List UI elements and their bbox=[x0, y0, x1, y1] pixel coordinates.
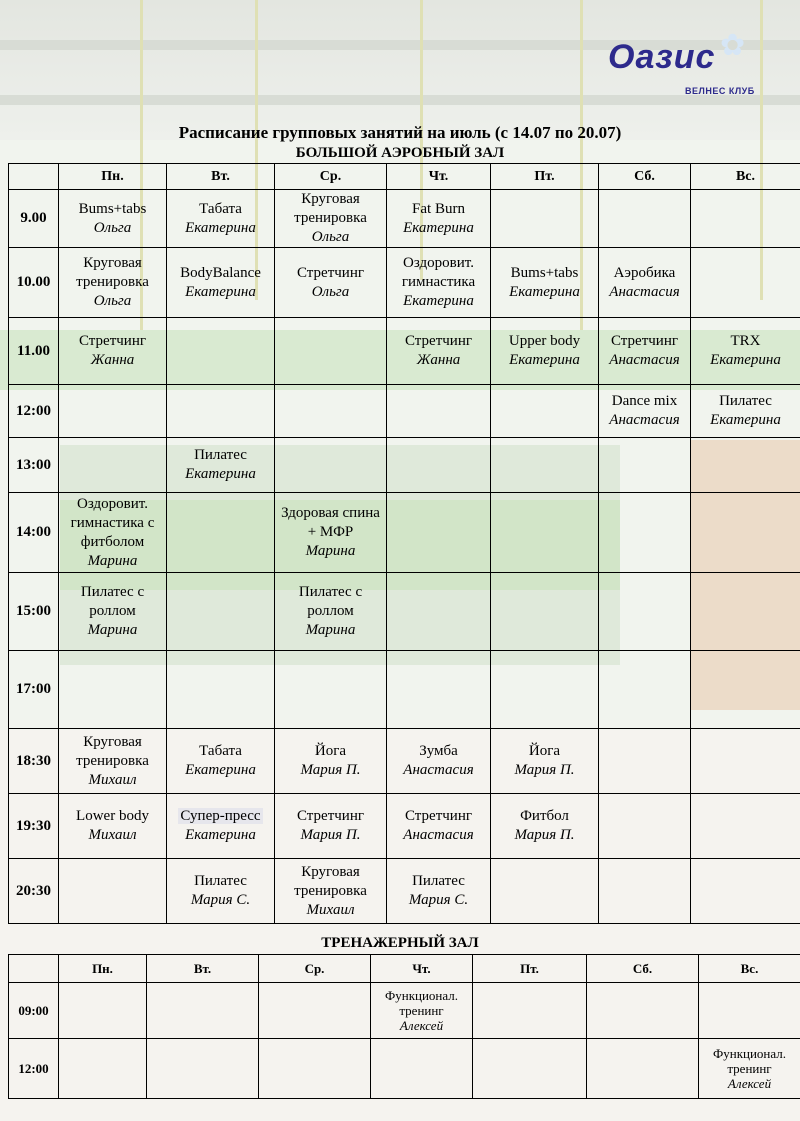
time-header bbox=[9, 955, 59, 983]
class-name: Upper body bbox=[508, 333, 581, 349]
class-name: Стретчинг bbox=[404, 808, 472, 824]
class-cell bbox=[691, 385, 800, 438]
class-cell bbox=[59, 318, 167, 385]
class-name: BodyBalance bbox=[180, 264, 261, 281]
class-cell bbox=[167, 318, 275, 385]
trainer-name: Екатерина bbox=[403, 293, 474, 309]
class-cell bbox=[59, 190, 167, 248]
trainer-name: Мария П. bbox=[300, 827, 361, 843]
class-name: Пилатес bbox=[412, 873, 465, 889]
club-logo bbox=[600, 28, 770, 103]
class-name: Стретчинг bbox=[404, 333, 472, 349]
class-name: Здоровая спина + МФР bbox=[281, 505, 380, 540]
class-cell bbox=[491, 438, 599, 493]
class-cell bbox=[59, 248, 167, 318]
class-cell bbox=[147, 983, 259, 1039]
hall2-schedule-table bbox=[8, 954, 800, 1099]
class-cell bbox=[387, 318, 491, 385]
class-name: Функционал. тренинг bbox=[384, 988, 459, 1018]
class-cell bbox=[167, 859, 275, 924]
class-cell bbox=[587, 983, 699, 1039]
class-cell bbox=[599, 385, 691, 438]
class-cell bbox=[599, 493, 691, 573]
trainer-name: Марина bbox=[305, 543, 356, 559]
class-cell bbox=[275, 438, 387, 493]
class-name: Пилатес bbox=[194, 447, 247, 463]
trainer-name: Екатерина bbox=[710, 412, 781, 428]
class-cell bbox=[599, 651, 691, 729]
schedule-row bbox=[9, 983, 800, 1039]
class-cell bbox=[387, 493, 491, 573]
time-cell: 13:00 bbox=[9, 438, 59, 493]
day-header: Вс. bbox=[699, 955, 800, 983]
class-name-highlight: Супер-пресс bbox=[180, 808, 261, 824]
class-cell bbox=[59, 1039, 147, 1099]
day-header: Вс. bbox=[691, 164, 800, 190]
class-name: Йога bbox=[314, 743, 347, 759]
class-cell bbox=[59, 859, 167, 924]
class-cell bbox=[691, 248, 800, 318]
schedule-row bbox=[9, 859, 800, 924]
trainer-name: Мария П. bbox=[514, 762, 575, 778]
hall1-header-row bbox=[9, 164, 800, 190]
trainer-name: Ольга bbox=[93, 293, 132, 309]
time-cell: 09:00 bbox=[9, 983, 59, 1039]
day-header: Сб. bbox=[599, 164, 691, 190]
class-name: Lower body bbox=[76, 808, 149, 824]
class-cell bbox=[491, 859, 599, 924]
logo-subtitle: ВЕЛНЕС КЛУБ bbox=[685, 86, 755, 96]
class-cell bbox=[167, 493, 275, 573]
trainer-name: Жанна bbox=[90, 352, 135, 368]
class-cell bbox=[167, 573, 275, 651]
class-name: Оздоровит. гимнастика bbox=[401, 255, 476, 290]
page-title: Расписание групповых занятий на июль (с 14.07 по 20.07) bbox=[178, 123, 622, 142]
class-name: Fat Burn bbox=[412, 200, 465, 217]
trainer-name: Михаил bbox=[306, 901, 355, 918]
trainer-name: Анастасия bbox=[609, 412, 680, 428]
class-cell bbox=[387, 651, 491, 729]
logo-name: Оазис bbox=[608, 38, 716, 76]
trainer-name: Екатерина bbox=[185, 466, 256, 482]
class-name: Bums+tabs bbox=[510, 264, 579, 281]
trainer-name: Михаил bbox=[88, 771, 137, 788]
class-name: Функционал. тренинг bbox=[712, 1046, 787, 1076]
class-name: Dance mix bbox=[611, 393, 678, 409]
trainer-name: Марина bbox=[87, 552, 138, 569]
trainer-name: Анастасия bbox=[403, 762, 474, 778]
trainer-name: Михаил bbox=[88, 827, 137, 843]
class-cell bbox=[491, 248, 599, 318]
class-cell bbox=[59, 385, 167, 438]
trainer-name: Екатерина bbox=[185, 762, 256, 778]
hall2-header-row bbox=[9, 955, 800, 983]
class-cell bbox=[387, 248, 491, 318]
trainer-name: Анастасия bbox=[609, 283, 680, 300]
class-cell bbox=[491, 190, 599, 248]
trainer-name: Марина bbox=[87, 622, 138, 638]
class-name: TRX bbox=[730, 333, 761, 349]
time-header bbox=[9, 164, 59, 190]
class-name: Пилатес с роллом bbox=[298, 584, 363, 619]
schedule-row bbox=[9, 1039, 800, 1099]
day-header: Вт. bbox=[147, 955, 259, 983]
class-name: Круговая тренировка bbox=[76, 733, 149, 769]
day-header: Пт. bbox=[473, 955, 587, 983]
class-cell bbox=[599, 190, 691, 248]
class-cell bbox=[491, 318, 599, 385]
class-cell bbox=[371, 1039, 473, 1099]
class-cell bbox=[691, 651, 800, 729]
class-cell bbox=[599, 438, 691, 493]
class-cell bbox=[491, 729, 599, 794]
class-cell bbox=[259, 983, 371, 1039]
class-cell bbox=[275, 859, 387, 924]
class-cell bbox=[699, 1039, 800, 1099]
trainer-name: Ольга bbox=[93, 219, 132, 236]
class-name: Оздоровит. гимнастика с фитболом bbox=[70, 495, 155, 550]
hall1-title: БОЛЬШОЙ АЭРОБНЫЙ ЗАЛ bbox=[295, 145, 505, 161]
class-cell bbox=[59, 493, 167, 573]
trainer-name: Жанна bbox=[416, 352, 461, 368]
schedule-row bbox=[9, 573, 800, 651]
class-cell bbox=[699, 983, 800, 1039]
class-cell bbox=[59, 651, 167, 729]
class-cell bbox=[59, 573, 167, 651]
time-cell: 14:00 bbox=[9, 493, 59, 573]
trainer-name: Мария П. bbox=[300, 762, 361, 778]
class-cell bbox=[167, 248, 275, 318]
class-cell bbox=[275, 385, 387, 438]
class-cell bbox=[147, 1039, 259, 1099]
class-name: Стретчинг bbox=[78, 333, 146, 349]
trainer-name: Алексей bbox=[727, 1076, 772, 1091]
trainer-name: Екатерина bbox=[710, 352, 781, 368]
class-cell bbox=[599, 248, 691, 318]
class-cell bbox=[599, 318, 691, 385]
trainer-name: Мария П. bbox=[514, 827, 575, 843]
class-name: Аэробика bbox=[613, 264, 676, 281]
class-cell bbox=[275, 794, 387, 859]
class-cell bbox=[167, 729, 275, 794]
class-cell bbox=[599, 729, 691, 794]
class-cell bbox=[387, 438, 491, 493]
class-cell bbox=[59, 983, 147, 1039]
class-cell bbox=[587, 1039, 699, 1099]
class-cell bbox=[59, 794, 167, 859]
schedule-row bbox=[9, 248, 800, 318]
class-cell bbox=[387, 859, 491, 924]
schedule-row bbox=[9, 318, 800, 385]
class-name bbox=[169, 807, 272, 826]
flower-icon: ✿ bbox=[720, 29, 746, 62]
class-cell bbox=[599, 573, 691, 651]
trainer-name: Алексей bbox=[399, 1018, 444, 1033]
trainer-name: Ольга bbox=[311, 229, 350, 245]
trainer-name: Екатерина bbox=[509, 283, 580, 300]
trainer-name: Ольга bbox=[311, 283, 350, 300]
time-cell: 12:00 bbox=[9, 1039, 59, 1099]
trainer-name: Екатерина bbox=[185, 219, 256, 236]
class-cell bbox=[59, 729, 167, 794]
class-cell bbox=[275, 248, 387, 318]
class-cell bbox=[691, 794, 800, 859]
class-name: Йога bbox=[528, 743, 561, 759]
class-cell bbox=[691, 859, 800, 924]
class-name: Табата bbox=[199, 200, 242, 217]
class-cell bbox=[599, 794, 691, 859]
class-cell bbox=[275, 190, 387, 248]
day-header: Пн. bbox=[59, 164, 167, 190]
trainer-name: Мария С. bbox=[408, 892, 469, 908]
schedule-row bbox=[9, 493, 800, 573]
class-cell bbox=[387, 573, 491, 651]
class-cell bbox=[167, 651, 275, 729]
class-cell bbox=[491, 385, 599, 438]
trainer-name: Марина bbox=[305, 622, 356, 638]
day-header: Пт. bbox=[491, 164, 599, 190]
class-cell bbox=[387, 190, 491, 248]
day-header: Сб. bbox=[587, 955, 699, 983]
trainer-name: Анастасия bbox=[609, 352, 680, 368]
class-cell bbox=[167, 190, 275, 248]
class-name: Стретчинг bbox=[296, 808, 364, 824]
class-cell bbox=[473, 1039, 587, 1099]
class-cell bbox=[491, 573, 599, 651]
class-cell bbox=[691, 438, 800, 493]
class-cell bbox=[691, 190, 800, 248]
day-header: Чт. bbox=[371, 955, 473, 983]
class-cell bbox=[167, 794, 275, 859]
class-name: Пилатес bbox=[194, 873, 247, 889]
time-cell: 20:30 bbox=[9, 859, 59, 924]
trainer-name: Екатерина bbox=[403, 219, 474, 236]
class-cell bbox=[491, 794, 599, 859]
class-cell bbox=[371, 983, 473, 1039]
class-name: Круговая тренировка bbox=[294, 863, 367, 899]
time-cell: 15:00 bbox=[9, 573, 59, 651]
class-name: Фитбол bbox=[520, 808, 569, 824]
trainer-name: Анастасия bbox=[403, 827, 474, 843]
time-cell: 10.00 bbox=[9, 248, 59, 318]
class-name: Стретчинг bbox=[610, 333, 678, 349]
schedule-row bbox=[9, 651, 800, 729]
time-cell: 11.00 bbox=[9, 318, 59, 385]
day-header: Ср. bbox=[259, 955, 371, 983]
schedule-row bbox=[9, 385, 800, 438]
trainer-name: Екатерина bbox=[509, 352, 580, 368]
class-cell bbox=[275, 573, 387, 651]
class-cell bbox=[167, 438, 275, 493]
class-name: Стретчинг bbox=[296, 264, 364, 281]
class-cell bbox=[275, 318, 387, 385]
schedule-row bbox=[9, 794, 800, 859]
time-cell: 9.00 bbox=[9, 190, 59, 248]
class-name: Круговая тренировка bbox=[294, 191, 367, 226]
class-cell bbox=[167, 385, 275, 438]
class-cell bbox=[275, 651, 387, 729]
schedule-row bbox=[9, 729, 800, 794]
class-name: Пилатес bbox=[719, 393, 772, 409]
class-name: Bums+tabs bbox=[78, 200, 147, 217]
class-cell bbox=[387, 385, 491, 438]
trainer-name: Мария С. bbox=[190, 892, 251, 908]
class-cell bbox=[259, 1039, 371, 1099]
class-cell bbox=[387, 729, 491, 794]
class-name: Табата bbox=[199, 743, 242, 759]
class-cell bbox=[275, 729, 387, 794]
class-cell bbox=[473, 983, 587, 1039]
class-name: Пилатес с роллом bbox=[80, 584, 145, 619]
time-cell: 12:00 bbox=[9, 385, 59, 438]
class-cell bbox=[387, 794, 491, 859]
class-cell bbox=[691, 573, 800, 651]
hall2-title: ТРЕНАЖЕРНЫЙ ЗАЛ bbox=[321, 935, 479, 951]
day-header: Вт. bbox=[167, 164, 275, 190]
schedule-row bbox=[9, 190, 800, 248]
trainer-name: Екатерина bbox=[185, 827, 256, 843]
class-cell bbox=[491, 651, 599, 729]
class-name: Круговая тренировка bbox=[76, 255, 149, 290]
class-cell bbox=[691, 729, 800, 794]
class-cell bbox=[599, 859, 691, 924]
trainer-name: Екатерина bbox=[185, 283, 256, 300]
class-cell bbox=[691, 318, 800, 385]
schedule-row bbox=[9, 438, 800, 493]
time-cell: 17:00 bbox=[9, 651, 59, 729]
class-name: Зумба bbox=[419, 743, 458, 759]
day-header: Пн. bbox=[59, 955, 147, 983]
time-cell: 18:30 bbox=[9, 729, 59, 794]
day-header: Чт. bbox=[387, 164, 491, 190]
class-cell bbox=[491, 493, 599, 573]
class-cell bbox=[275, 493, 387, 573]
class-cell bbox=[691, 493, 800, 573]
day-header: Ср. bbox=[275, 164, 387, 190]
class-cell bbox=[59, 438, 167, 493]
time-cell: 19:30 bbox=[9, 794, 59, 859]
hall1-schedule-table bbox=[8, 163, 800, 924]
